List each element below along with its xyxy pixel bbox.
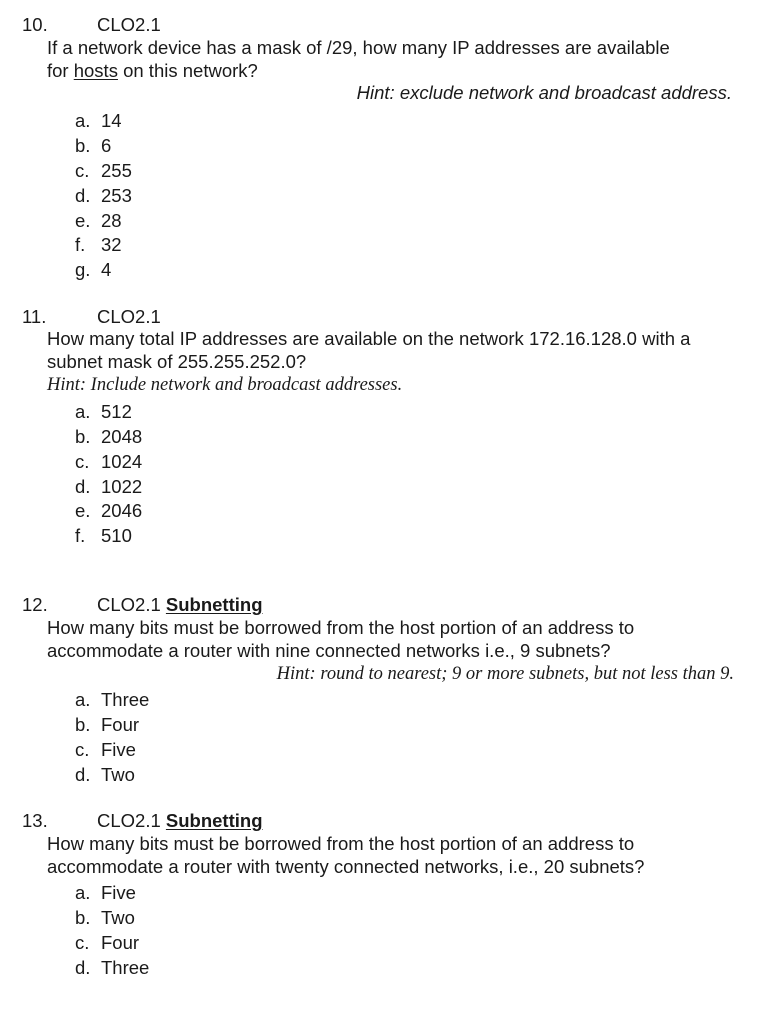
clo-label: CLO2.1 — [97, 594, 161, 615]
option-text: Five — [101, 739, 136, 760]
question-text-line1: How many bits must be borrowed from the host portion of an address to — [47, 617, 635, 638]
text-segment: for — [47, 60, 74, 81]
hint-text: Hint: round to nearest; 9 or more subnets, but not less than 9. — [276, 664, 734, 684]
option-text: 510 — [101, 525, 132, 546]
clo-heading — [97, 594, 263, 616]
option-text: 1024 — [101, 451, 143, 472]
hint-text: Hint: Include network and broadcast addresses. — [47, 375, 403, 395]
option-letter: d. — [75, 957, 91, 978]
option-text: Four — [101, 932, 140, 953]
option-text: Three — [101, 957, 150, 978]
option-letter: c. — [75, 451, 90, 472]
option-letter: d. — [75, 476, 91, 497]
question-number: 12. — [22, 594, 48, 615]
option-text: 6 — [101, 135, 112, 156]
hint-text: Hint: exclude network and broadcast address. — [356, 82, 732, 103]
clo-label: CLO2.1 — [97, 810, 161, 831]
question-number: 13. — [22, 810, 48, 831]
option-letter: g. — [75, 259, 91, 280]
question-text-line2 — [47, 60, 258, 82]
option-letter: a. — [75, 110, 91, 131]
option-letter: c. — [75, 160, 90, 181]
option-text: 253 — [101, 185, 132, 206]
option-letter: a. — [75, 401, 91, 422]
option-text: Four — [101, 714, 140, 735]
option-text: 1022 — [101, 476, 143, 497]
question-number: 10. — [22, 14, 48, 35]
option-text: 32 — [101, 234, 122, 255]
option-letter: c. — [75, 932, 90, 953]
topic-label: Subnetting — [165, 810, 263, 831]
option-text: 2048 — [101, 426, 143, 447]
underlined-term: hosts — [73, 60, 118, 81]
option-text: 255 — [101, 160, 132, 181]
option-letter: f. — [75, 525, 86, 546]
option-text: 28 — [101, 210, 122, 231]
question-text-line1: How many total IP addresses are available on the network 172.16.128.0 with a — [47, 328, 691, 349]
clo-label: CLO2.1 — [97, 306, 161, 327]
option-letter: a. — [75, 689, 91, 710]
question-text-line2: accommodate a router with nine connected networks i.e., 9 subnets? — [47, 640, 611, 661]
option-text: Five — [101, 882, 136, 903]
question-text-line1: If a network device has a mask of /29, how many IP addresses are available — [47, 37, 670, 58]
option-letter: f. — [75, 234, 86, 255]
topic-label: Subnetting — [165, 594, 263, 615]
clo-heading — [97, 810, 263, 832]
option-letter: d. — [75, 764, 91, 785]
option-letter: c. — [75, 739, 90, 760]
option-letter: b. — [75, 135, 91, 156]
option-text: 14 — [101, 110, 122, 131]
question-text-line2: subnet mask of 255.255.252.0? — [47, 351, 307, 372]
option-text: Two — [101, 764, 135, 785]
text-segment: on this network? — [117, 60, 258, 81]
question-number: 11. — [22, 306, 47, 327]
question-text-line2: accommodate a router with twenty connected networks, i.e., 20 subnets? — [47, 856, 645, 877]
option-letter: b. — [75, 426, 91, 447]
option-letter: b. — [75, 907, 91, 928]
option-text: 4 — [101, 259, 112, 280]
option-letter: e. — [75, 500, 91, 521]
option-letter: b. — [75, 714, 91, 735]
option-letter: a. — [75, 882, 91, 903]
option-letter: d. — [75, 185, 91, 206]
option-letter: e. — [75, 210, 91, 231]
option-text: 2046 — [101, 500, 143, 521]
option-text: 512 — [101, 401, 132, 422]
question-text-line1: How many bits must be borrowed from the host portion of an address to — [47, 833, 635, 854]
option-text: Two — [101, 907, 135, 928]
clo-label: CLO2.1 — [97, 14, 161, 35]
option-text: Three — [101, 689, 150, 710]
